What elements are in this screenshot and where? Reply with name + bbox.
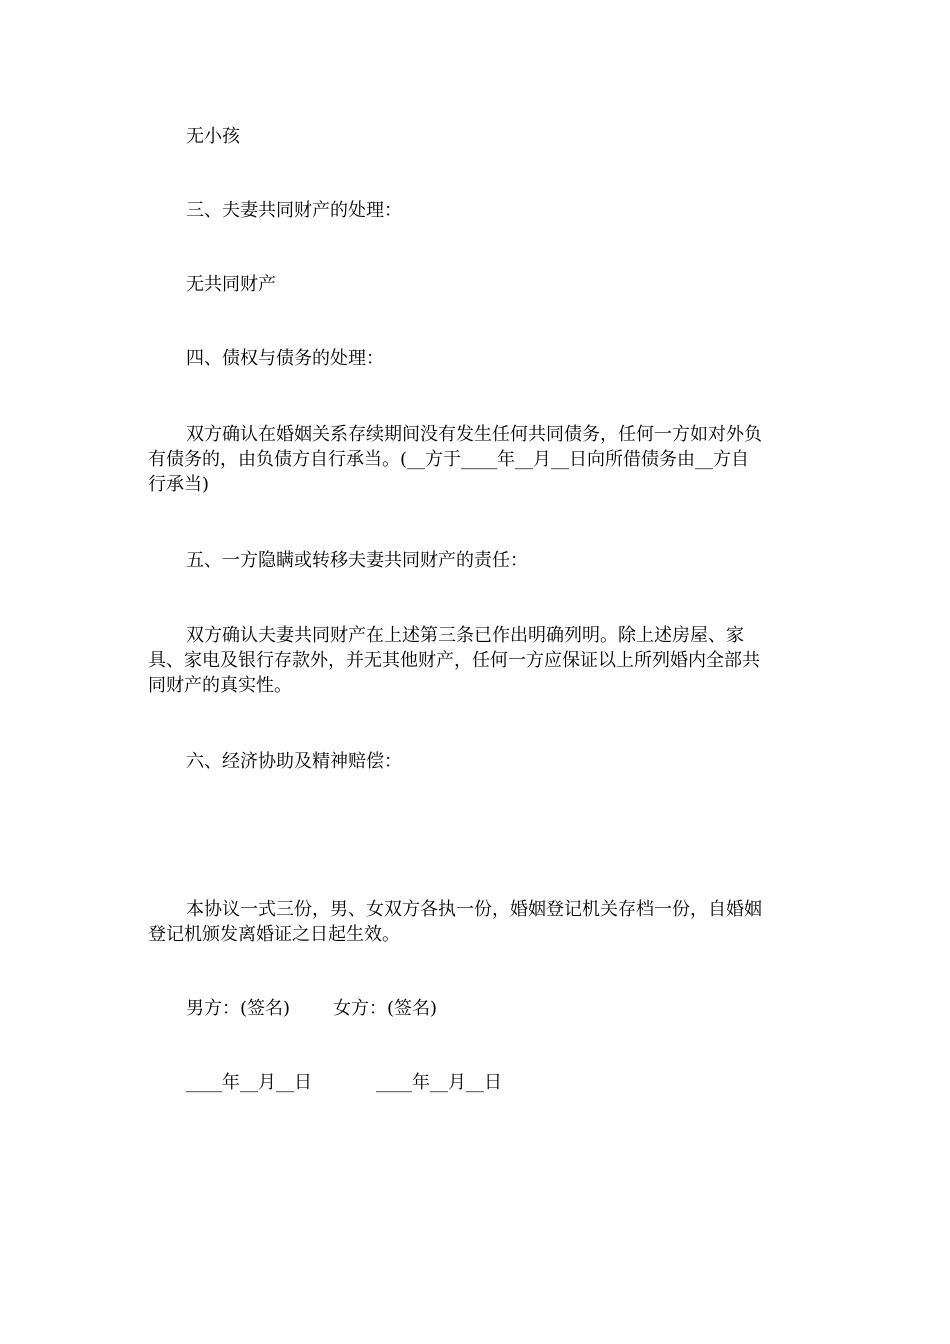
debt-paragraph-line-3: 行承当) xyxy=(148,474,210,495)
copies-paragraph-line-1: 本协议一式三份，男、女双方各执一份，婚姻登记机关存档一份，自婚姻 xyxy=(186,899,762,920)
female-signature-label: 女方：(签名) xyxy=(333,998,438,1019)
male-signature-label: 男方：(签名) xyxy=(186,998,291,1019)
no-property-line: 无共同财产 xyxy=(186,274,276,295)
no-child-line: 无小孩 xyxy=(186,126,240,147)
conceal-paragraph-line-3: 同财产的真实性。 xyxy=(148,675,292,696)
conceal-paragraph-line-1: 双方确认夫妻共同财产在上述第三条已作出明确列明。除上述房屋、家 xyxy=(186,625,744,646)
section-4-heading: 四、债权与债务的处理： xyxy=(186,348,384,369)
section-3-heading: 三、夫妻共同财产的处理： xyxy=(186,200,402,221)
section-6-heading: 六、经济协助及精神赔偿： xyxy=(186,751,402,772)
debt-paragraph-line-2: 有债务的，由负债方自行承当。(__方于____年__月__日向所借债务由__方自 xyxy=(148,449,750,470)
male-signature-date: ____年__月__日 xyxy=(186,1072,312,1093)
section-5-heading: 五、一方隐瞒或转移夫妻共同财产的责任： xyxy=(186,550,528,571)
conceal-paragraph-line-2: 具、家电及银行存款外，并无其他财产，任何一方应保证以上所列婚内全部共 xyxy=(148,650,760,671)
debt-paragraph-line-1: 双方确认在婚姻关系存续期间没有发生任何共同债务，任何一方如对外负 xyxy=(186,424,762,445)
copies-paragraph-line-2: 登记机颁发离婚证之日起生效。 xyxy=(148,924,400,945)
female-signature-date: ____年__月__日 xyxy=(376,1072,502,1093)
